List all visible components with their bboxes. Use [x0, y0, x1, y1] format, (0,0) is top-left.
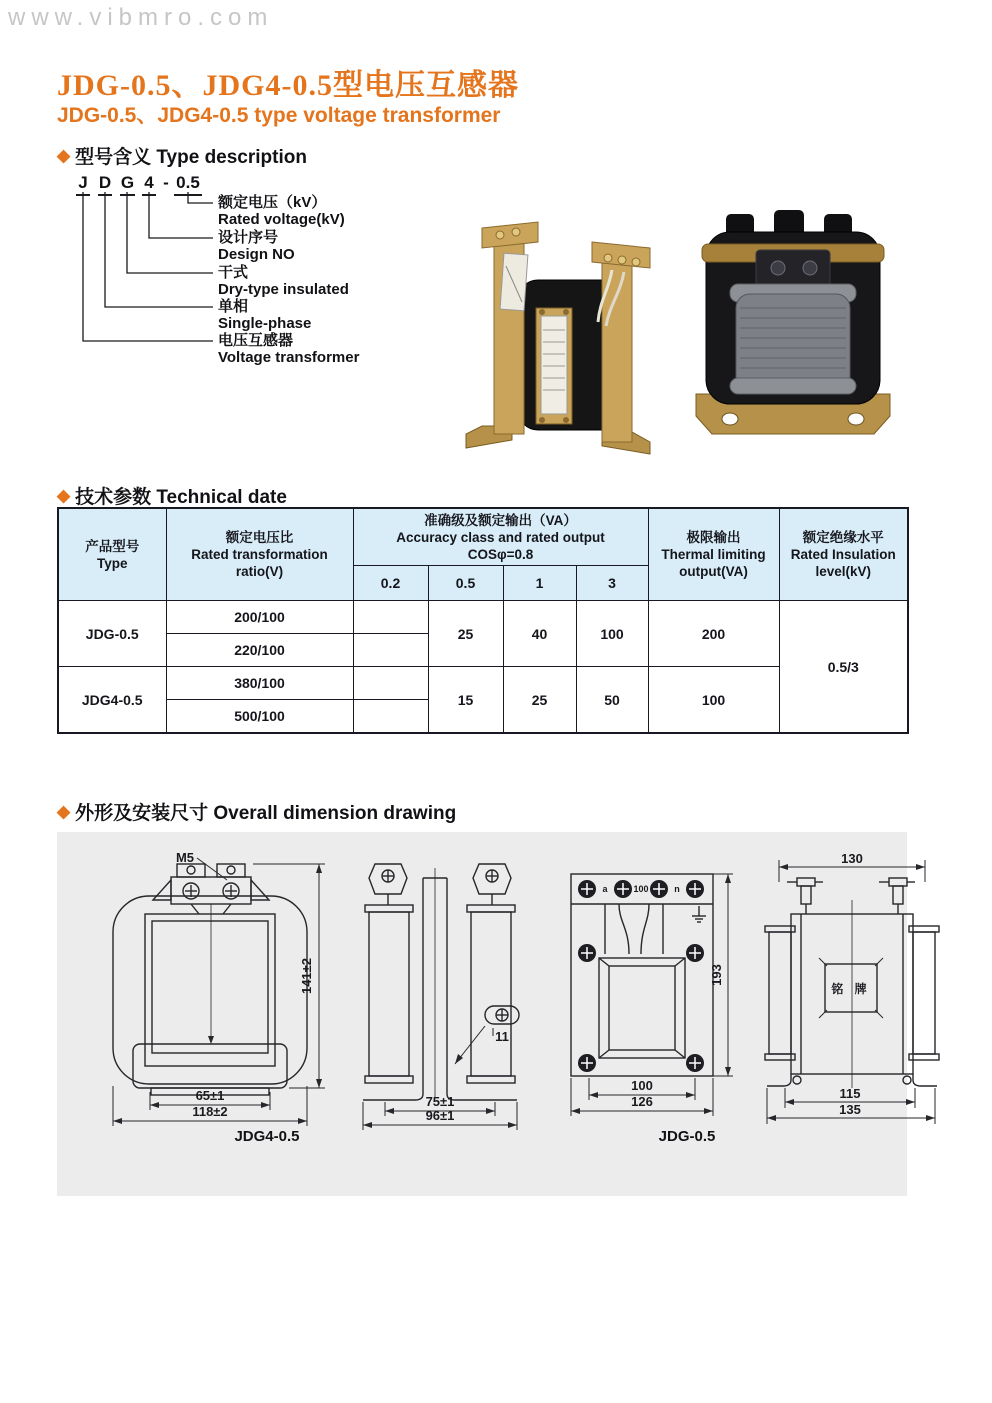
table-row [58, 601, 908, 634]
cell-type-jdg4: JDG4-0.5 [58, 667, 166, 734]
label-cn: 单相 [218, 298, 249, 315]
col-header-acc-05: 0.5 [428, 566, 503, 601]
cell-insulation: 0.5/3 [779, 601, 908, 734]
code-letter-d: D [98, 173, 112, 196]
header-type-cn: 产品型号 [85, 538, 140, 554]
header-ratio-cn: 额定电压比 [225, 530, 294, 545]
header-thermal-cn: 极限输出 [686, 530, 741, 545]
cell-acc-02 [353, 601, 428, 634]
col-header-ratio [166, 508, 353, 601]
cell-thermal: 100 [648, 667, 779, 734]
code-letter-g: G [120, 173, 135, 196]
cell-type-jdg: JDG-0.5 [58, 601, 166, 667]
code-label-single-phase [218, 298, 311, 332]
drawing-label-jdg4: JDG4-0.5 [234, 1128, 300, 1145]
code-letter-j: J [76, 173, 90, 196]
cell-ratio: 200/100 [166, 601, 353, 634]
header-acc-en: Accuracy class and rated output [396, 529, 605, 545]
cell-acc-05: 15 [428, 667, 503, 734]
dim-m5: M5 [175, 850, 195, 865]
col-header-thermal [648, 508, 779, 601]
diamond-icon: ◆ [57, 146, 71, 165]
dim-top-width: 130 [841, 852, 863, 866]
header-acc-cn: 准确级及额定输出（VA） [424, 512, 577, 528]
header-ins-en1: Rated Insulation [790, 547, 896, 562]
col-header-acc-1: 1 [503, 566, 576, 601]
label-en: Rated voltage(kV) [218, 211, 345, 228]
product-photo-jdg4 [452, 190, 672, 465]
section-title: 外形及安装尺寸 Overall dimension drawing [75, 803, 457, 824]
diamond-icon: ◆ [57, 802, 71, 821]
label-en: Dry-type insulated [218, 281, 349, 298]
technical-table [57, 507, 909, 734]
drawing-jdg4-side [345, 848, 535, 1130]
dim-outer-width: 135 [839, 1102, 861, 1117]
label-cn: 设计序号 [218, 229, 279, 246]
watermark: www.vibmro.com [8, 4, 274, 31]
cell-acc-02 [353, 634, 428, 667]
cell-acc-02 [353, 700, 428, 734]
label-en: Single-phase [218, 315, 312, 332]
cell-thermal: 200 [648, 601, 779, 667]
cell-ratio: 500/100 [166, 700, 353, 734]
drawing-jdg-front [549, 858, 749, 1128]
label-cn: 电压互感器 [218, 332, 294, 349]
label-en: Design NO [218, 246, 295, 263]
header-thermal-en1: Thermal limiting [661, 547, 766, 562]
terminal-label-100: 100 [633, 884, 649, 894]
code-letter-05: 0.5 [174, 173, 202, 196]
header-ratio-en2: ratio(V) [235, 564, 284, 579]
header-acc-cos: COSφ=0.8 [467, 546, 534, 562]
header-thermal-en2: output(VA) [679, 564, 748, 579]
col-header-insulation [779, 508, 908, 601]
dim-outer-width: 126 [631, 1094, 653, 1109]
section-dimensions [57, 798, 456, 825]
nameplate-label: 铭 牌 [831, 982, 871, 996]
label-cn: 干式 [218, 264, 249, 281]
dimension-panel [57, 832, 907, 1196]
product-photo-jdg [678, 200, 906, 452]
section-type-description [57, 142, 307, 169]
cell-ratio: 220/100 [166, 634, 353, 667]
dim-inner-width: 65±1 [195, 1088, 225, 1103]
drawing-jdg-side [757, 852, 947, 1132]
cell-acc-1: 40 [503, 601, 576, 667]
section-title: 型号含义 Type description [75, 147, 307, 168]
terminal-label-n: n [674, 884, 680, 894]
cell-acc-02 [353, 667, 428, 700]
dim-depth-inner: 75±1 [425, 1094, 455, 1109]
diamond-icon: ◆ [57, 486, 71, 505]
code-label-design-no [218, 229, 295, 263]
header-ins-en2: level(kV) [815, 564, 872, 579]
code-label-rated-voltage [218, 194, 345, 228]
dim-inner-width: 115 [839, 1086, 861, 1101]
dim-outer-width: 118±2 [192, 1104, 228, 1119]
dim-slot: 11 [495, 1029, 509, 1044]
dim-depth-outer: 96±1 [425, 1108, 455, 1123]
drawing-label-jdg: JDG-0.5 [658, 1128, 716, 1145]
col-header-acc-3: 3 [576, 566, 648, 601]
cell-acc-1: 25 [503, 667, 576, 734]
dim-height: 141±2 [299, 957, 314, 995]
label-en: Voltage transformer [218, 349, 360, 366]
page-title-cn: JDG-0.5、JDG4-0.5型电压互感器 [57, 69, 519, 102]
header-ins-cn: 额定绝缘水平 [802, 530, 884, 545]
section-technical [57, 482, 287, 509]
col-header-accuracy [353, 508, 648, 566]
terminal-label-a: a [602, 884, 608, 894]
col-header-type [58, 508, 166, 601]
col-header-acc-02: 0.2 [353, 566, 428, 601]
section-title: 技术参数 Technical date [75, 487, 287, 508]
cell-acc-3: 100 [576, 601, 648, 667]
header-type-en: Type [96, 555, 128, 571]
cell-acc-3: 50 [576, 667, 648, 734]
code-label-voltage-transformer [218, 332, 359, 366]
page-title-en: JDG-0.5、JDG4-0.5 type voltage transformer [57, 104, 501, 127]
code-label-dry-type [218, 264, 349, 298]
header-ratio-en1: Rated transformation [191, 547, 328, 562]
dim-inner-width: 100 [631, 1078, 653, 1093]
drawing-jdg4-front [85, 848, 335, 1130]
code-letter-4: 4 [142, 173, 156, 196]
type-code-connector-lines [70, 192, 220, 352]
cell-acc-05: 25 [428, 601, 503, 667]
dim-height: 193 [709, 964, 724, 986]
cell-ratio: 380/100 [166, 667, 353, 700]
code-letter-dash: - [163, 173, 169, 192]
label-cn: 额定电压（kV） [218, 194, 327, 211]
